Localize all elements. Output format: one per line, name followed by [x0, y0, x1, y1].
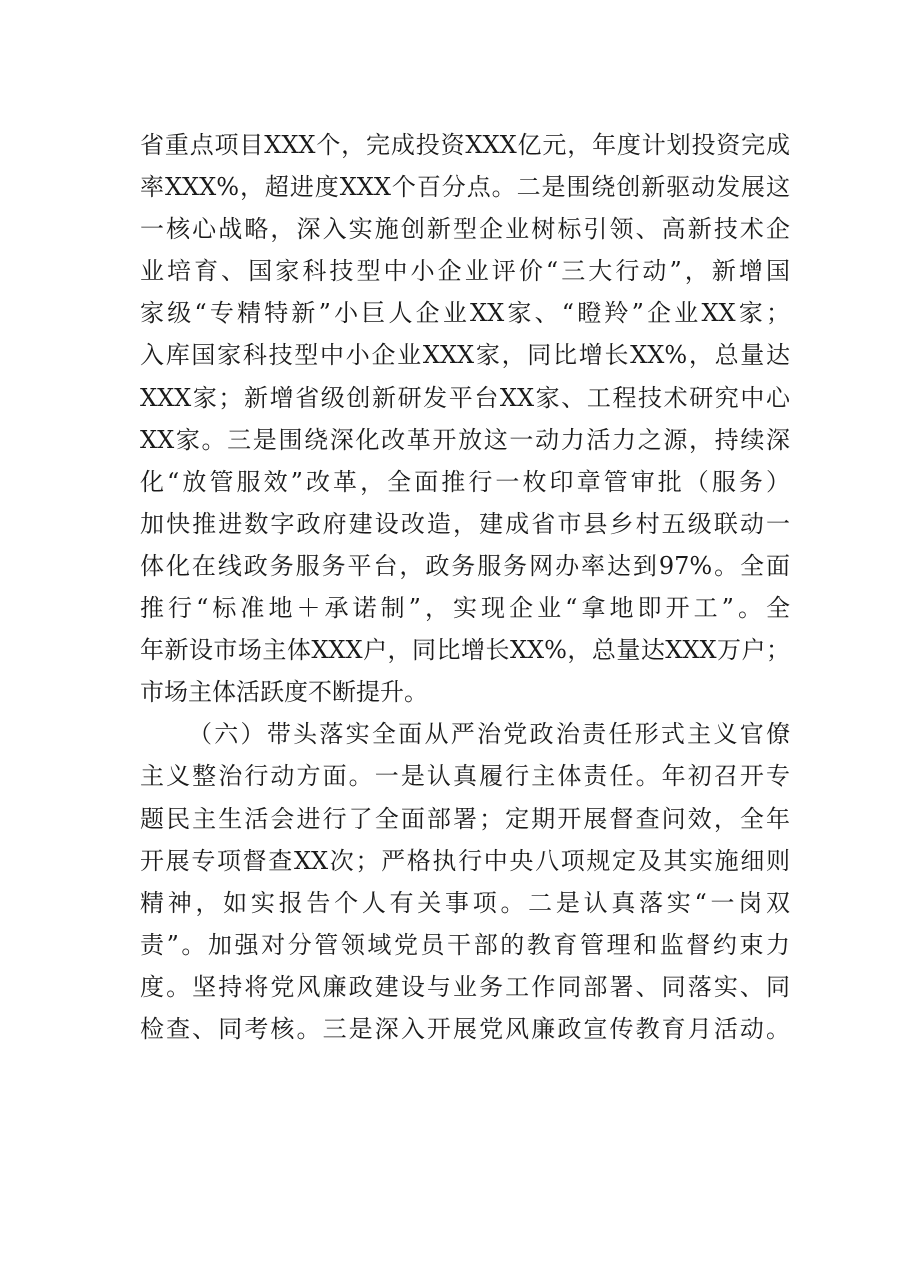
document-body	[140, 124, 790, 1050]
section-heading-line: （六）带头落实全面从严治党政治责任形式主义官僚	[188, 720, 790, 749]
body-line-16: 主义整治行动方面。一是认真履行主体责任。年初召开专	[140, 762, 790, 791]
body-line-13: 年新设市场主体XXX户，同比增长XX%，总量达XXX万户；	[140, 636, 790, 665]
body-line-7: XXX家；新增省级创新研发平台XX家、工程技术研究中心	[140, 383, 790, 412]
body-line-3: 一核心战略，深入实施创新型企业树标引领、高新技术企	[140, 215, 790, 244]
body-line-10: 加快推进数字政府建设改造，建成省市县乡村五级联动一	[140, 509, 790, 538]
body-line-2: 率XXX%，超进度XXX个百分点。二是围绕创新驱动发展这	[140, 173, 790, 202]
body-line-9: 化“放管服效”改革，全面推行一枚印章管审批（服务）	[140, 467, 790, 496]
body-line-12: 推行“标准地＋承诺制”，实现企业“拿地即开工”。全	[140, 594, 790, 623]
body-line-11: 体化在线政务服务平台，政务服务网办率达到97%。全面	[140, 551, 790, 580]
body-line-4: 业培育、国家科技型中小企业评价“三大行动”，新增国	[140, 257, 790, 286]
body-line-21: 度。坚持将党风廉政建设与业务工作同部署、同落实、同	[140, 972, 790, 1001]
body-line-17: 题民主生活会进行了全面部署；定期开展督查问效，全年	[140, 804, 790, 833]
body-line-5: 家级“专精特新”小巨人企业XX家、“瞪羚”企业XX家；	[140, 299, 790, 328]
body-line-8: XX家。三是围绕深化改革开放这一动力活力之源，持续深	[140, 425, 790, 454]
body-line-22: 检查、同考核。三是深入开展党风廉政宣传教育月活动。	[140, 1014, 790, 1043]
body-line-1: 省重点项目XXX个，完成投资XXX亿元，年度计划投资完成	[140, 131, 790, 159]
body-line-19: 精神，如实报告个人有关事项。二是认真落实“一岗双	[140, 888, 790, 917]
body-line-18: 开展专项督查XX次；严格执行中央八项规定及其实施细则	[140, 846, 790, 875]
body-line-14: 市场主体活跃度不断提升。	[140, 678, 428, 707]
body-line-20: 责”。加强对分管领域党员干部的教育管理和监督约束力	[140, 930, 790, 959]
body-line-6: 入库国家科技型中小企业XXX家，同比增长XX%，总量达	[140, 341, 790, 370]
